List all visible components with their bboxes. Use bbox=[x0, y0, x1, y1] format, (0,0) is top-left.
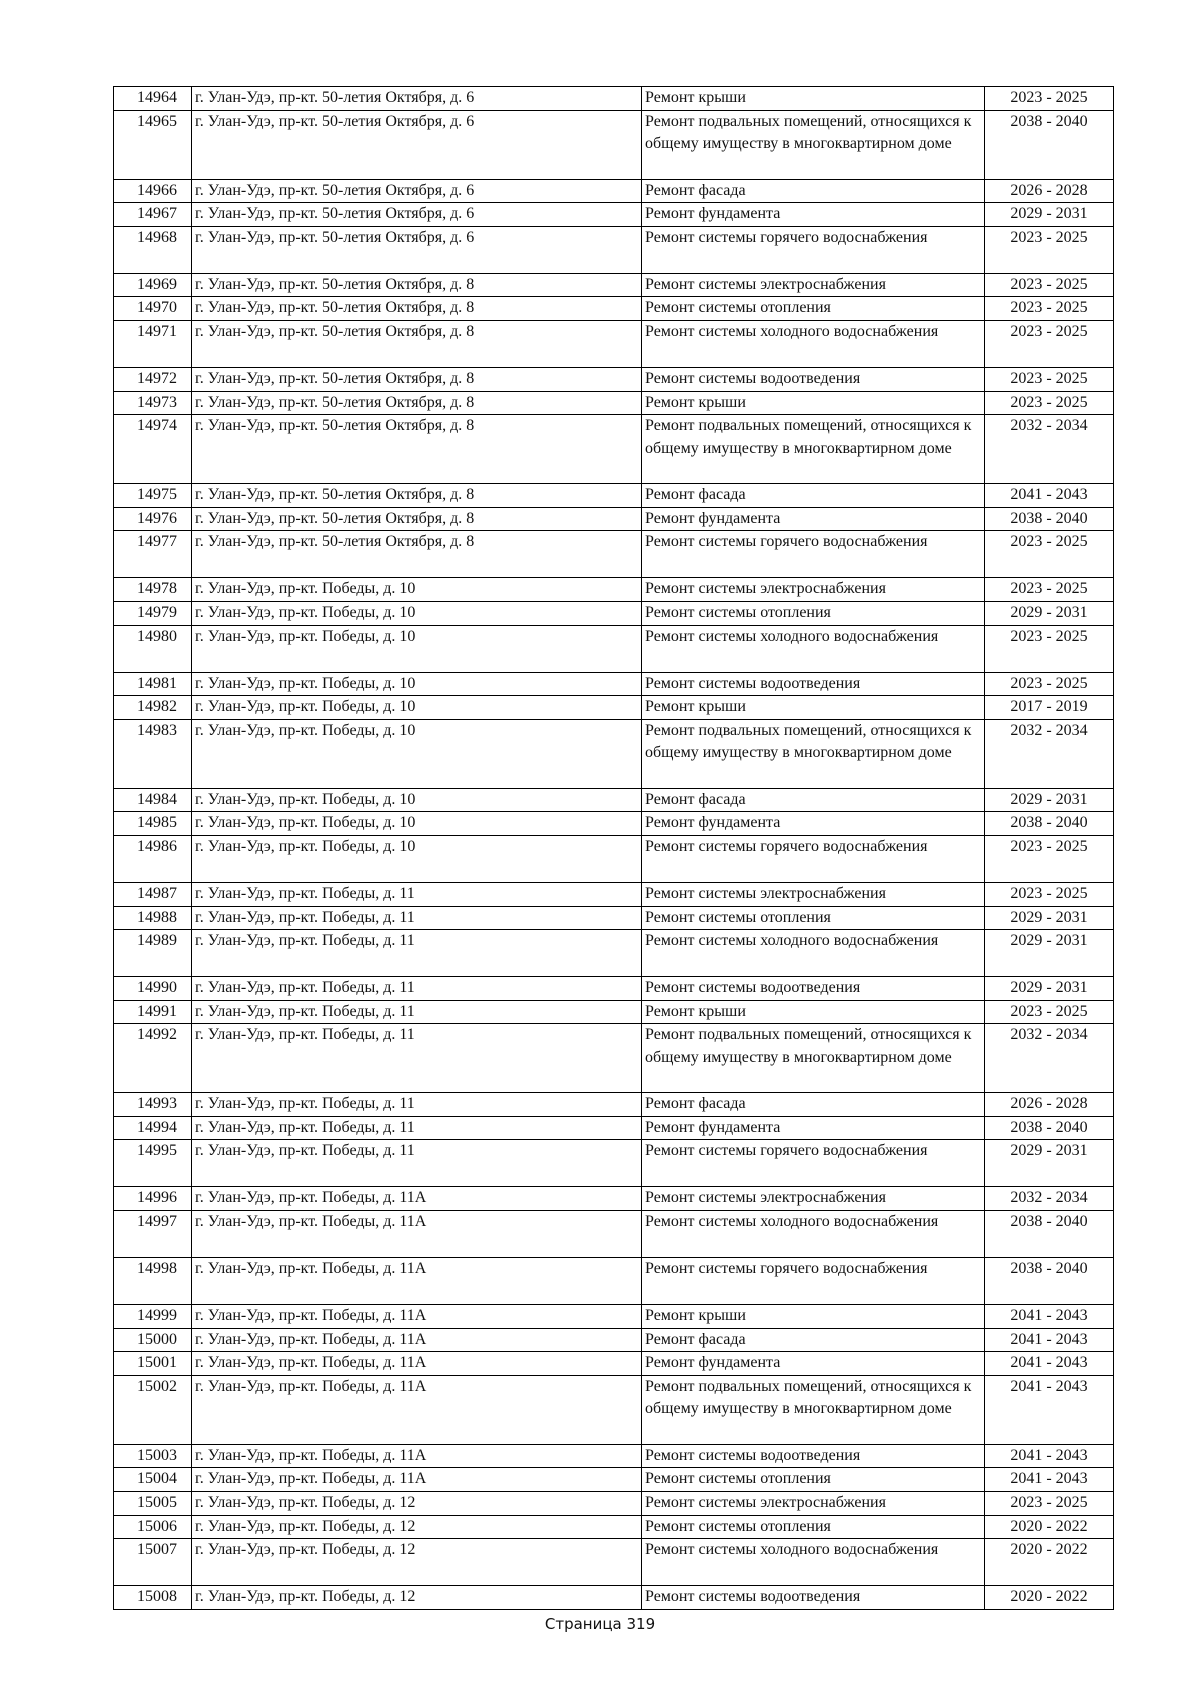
work-type-cell: Ремонт крыши bbox=[642, 1305, 985, 1329]
period-cell: 2023 - 2025 bbox=[985, 882, 1114, 906]
work-type-cell: Ремонт фундамента bbox=[642, 1352, 985, 1376]
work-type-cell: Ремонт системы отопления bbox=[642, 1515, 985, 1539]
row-number-cell: 14974 bbox=[114, 415, 192, 484]
period-cell: 2032 - 2034 bbox=[985, 1187, 1114, 1211]
row-number-cell: 14978 bbox=[114, 578, 192, 602]
table-row bbox=[114, 273, 1114, 297]
row-number-cell: 14994 bbox=[114, 1116, 192, 1140]
document-page bbox=[113, 86, 1113, 1610]
work-type-cell: Ремонт системы горячего водоснабжения bbox=[642, 1140, 985, 1187]
period-cell: 2023 - 2025 bbox=[985, 87, 1114, 111]
work-type-cell: Ремонт крыши bbox=[642, 87, 985, 111]
work-type-cell: Ремонт системы водоотведения bbox=[642, 1586, 985, 1610]
period-cell: 2023 - 2025 bbox=[985, 835, 1114, 882]
work-type-cell: Ремонт системы электроснабжения bbox=[642, 882, 985, 906]
table-row bbox=[114, 1515, 1114, 1539]
table-row bbox=[114, 1328, 1114, 1352]
row-number-cell: 14990 bbox=[114, 977, 192, 1001]
period-cell: 2038 - 2040 bbox=[985, 110, 1114, 179]
table-body bbox=[114, 87, 1114, 1610]
row-number-cell: 14976 bbox=[114, 507, 192, 531]
row-number-cell: 14995 bbox=[114, 1140, 192, 1187]
work-type-cell: Ремонт подвальных помещений, относящихся к общему имуществу в многоквартирном доме bbox=[642, 1024, 985, 1093]
address-cell: г. Улан-Удэ, пр-кт. Победы, д. 12 bbox=[192, 1515, 642, 1539]
period-cell: 2029 - 2031 bbox=[985, 977, 1114, 1001]
period-cell: 2041 - 2043 bbox=[985, 1328, 1114, 1352]
work-type-cell: Ремонт системы электроснабжения bbox=[642, 1187, 985, 1211]
address-cell: г. Улан-Удэ, пр-кт. 50-летия Октября, д. 8 bbox=[192, 297, 642, 321]
work-type-cell: Ремонт фасада bbox=[642, 1328, 985, 1352]
period-cell: 2020 - 2022 bbox=[985, 1515, 1114, 1539]
period-cell: 2032 - 2034 bbox=[985, 415, 1114, 484]
period-cell: 2041 - 2043 bbox=[985, 1352, 1114, 1376]
address-cell: г. Улан-Удэ, пр-кт. Победы, д. 11А bbox=[192, 1328, 642, 1352]
row-number-cell: 14983 bbox=[114, 719, 192, 788]
row-number-cell: 14964 bbox=[114, 87, 192, 111]
work-type-cell: Ремонт фасада bbox=[642, 484, 985, 508]
work-type-cell: Ремонт крыши bbox=[642, 696, 985, 720]
row-number-cell: 14972 bbox=[114, 367, 192, 391]
period-cell: 2041 - 2043 bbox=[985, 484, 1114, 508]
period-cell: 2032 - 2034 bbox=[985, 1024, 1114, 1093]
work-type-cell: Ремонт фундамента bbox=[642, 812, 985, 836]
period-cell: 2038 - 2040 bbox=[985, 1258, 1114, 1305]
table-row bbox=[114, 1116, 1114, 1140]
work-type-cell: Ремонт фасада bbox=[642, 179, 985, 203]
address-cell: г. Улан-Удэ, пр-кт. 50-летия Октября, д. 6 bbox=[192, 87, 642, 111]
address-cell: г. Улан-Удэ, пр-кт. Победы, д. 11 bbox=[192, 906, 642, 930]
row-number-cell: 14970 bbox=[114, 297, 192, 321]
table-row bbox=[114, 1093, 1114, 1117]
address-cell: г. Улан-Удэ, пр-кт. Победы, д. 10 bbox=[192, 719, 642, 788]
table-row bbox=[114, 297, 1114, 321]
table-row bbox=[114, 1375, 1114, 1444]
period-cell: 2029 - 2031 bbox=[985, 1140, 1114, 1187]
address-cell: г. Улан-Удэ, пр-кт. 50-летия Октября, д. 6 bbox=[192, 179, 642, 203]
address-cell: г. Улан-Удэ, пр-кт. 50-летия Октября, д. 8 bbox=[192, 273, 642, 297]
row-number-cell: 14982 bbox=[114, 696, 192, 720]
address-cell: г. Улан-Удэ, пр-кт. Победы, д. 11 bbox=[192, 977, 642, 1001]
work-type-cell: Ремонт системы горячего водоснабжения bbox=[642, 226, 985, 273]
table-row bbox=[114, 977, 1114, 1001]
table-row bbox=[114, 1586, 1114, 1610]
period-cell: 2023 - 2025 bbox=[985, 297, 1114, 321]
address-cell: г. Улан-Удэ, пр-кт. 50-летия Октября, д. 8 bbox=[192, 320, 642, 367]
table-row bbox=[114, 906, 1114, 930]
work-type-cell: Ремонт фундамента bbox=[642, 1116, 985, 1140]
row-number-cell: 14971 bbox=[114, 320, 192, 367]
work-type-cell: Ремонт системы электроснабжения bbox=[642, 273, 985, 297]
address-cell: г. Улан-Удэ, пр-кт. 50-летия Октября, д. 8 bbox=[192, 367, 642, 391]
table-row bbox=[114, 601, 1114, 625]
work-type-cell: Ремонт системы водоотведения bbox=[642, 672, 985, 696]
work-type-cell: Ремонт системы водоотведения bbox=[642, 1444, 985, 1468]
row-number-cell: 14996 bbox=[114, 1187, 192, 1211]
table-row bbox=[114, 1492, 1114, 1516]
period-cell: 2029 - 2031 bbox=[985, 203, 1114, 227]
work-type-cell: Ремонт фундамента bbox=[642, 507, 985, 531]
row-number-cell: 14984 bbox=[114, 788, 192, 812]
table-row bbox=[114, 1140, 1114, 1187]
work-type-cell: Ремонт системы горячего водоснабжения bbox=[642, 531, 985, 578]
work-type-cell: Ремонт системы отопления bbox=[642, 601, 985, 625]
row-number-cell: 14998 bbox=[114, 1258, 192, 1305]
work-type-cell: Ремонт крыши bbox=[642, 391, 985, 415]
table-row bbox=[114, 1305, 1114, 1329]
address-cell: г. Улан-Удэ, пр-кт. 50-летия Октября, д. 8 bbox=[192, 507, 642, 531]
row-number-cell: 14980 bbox=[114, 625, 192, 672]
period-cell: 2026 - 2028 bbox=[985, 1093, 1114, 1117]
table-row bbox=[114, 1444, 1114, 1468]
work-type-cell: Ремонт подвальных помещений, относящихся к общему имуществу в многоквартирном доме bbox=[642, 719, 985, 788]
address-cell: г. Улан-Удэ, пр-кт. 50-летия Октября, д. 6 bbox=[192, 226, 642, 273]
address-cell: г. Улан-Удэ, пр-кт. Победы, д. 11 bbox=[192, 1093, 642, 1117]
address-cell: г. Улан-Удэ, пр-кт. Победы, д. 10 bbox=[192, 601, 642, 625]
period-cell: 2023 - 2025 bbox=[985, 273, 1114, 297]
row-number-cell: 14993 bbox=[114, 1093, 192, 1117]
work-type-cell: Ремонт системы электроснабжения bbox=[642, 578, 985, 602]
row-number-cell: 14981 bbox=[114, 672, 192, 696]
period-cell: 2038 - 2040 bbox=[985, 1211, 1114, 1258]
work-type-cell: Ремонт системы отопления bbox=[642, 297, 985, 321]
address-cell: г. Улан-Удэ, пр-кт. Победы, д. 10 bbox=[192, 812, 642, 836]
period-cell: 2029 - 2031 bbox=[985, 788, 1114, 812]
address-cell: г. Улан-Удэ, пр-кт. Победы, д. 10 bbox=[192, 696, 642, 720]
row-number-cell: 14979 bbox=[114, 601, 192, 625]
address-cell: г. Улан-Удэ, пр-кт. Победы, д. 11 bbox=[192, 1024, 642, 1093]
period-cell: 2029 - 2031 bbox=[985, 930, 1114, 977]
row-number-cell: 15006 bbox=[114, 1515, 192, 1539]
period-cell: 2032 - 2034 bbox=[985, 719, 1114, 788]
period-cell: 2023 - 2025 bbox=[985, 672, 1114, 696]
period-cell: 2020 - 2022 bbox=[985, 1539, 1114, 1586]
address-cell: г. Улан-Удэ, пр-кт. Победы, д. 10 bbox=[192, 835, 642, 882]
period-cell: 2029 - 2031 bbox=[985, 906, 1114, 930]
row-number-cell: 14999 bbox=[114, 1305, 192, 1329]
address-cell: г. Улан-Удэ, пр-кт. Победы, д. 11А bbox=[192, 1352, 642, 1376]
table-row bbox=[114, 367, 1114, 391]
address-cell: г. Улан-Удэ, пр-кт. Победы, д. 11А bbox=[192, 1211, 642, 1258]
table-row bbox=[114, 1000, 1114, 1024]
address-cell: г. Улан-Удэ, пр-кт. Победы, д. 11А bbox=[192, 1444, 642, 1468]
table-row bbox=[114, 788, 1114, 812]
period-cell: 2038 - 2040 bbox=[985, 812, 1114, 836]
work-type-cell: Ремонт системы отопления bbox=[642, 906, 985, 930]
work-type-cell: Ремонт системы холодного водоснабжения bbox=[642, 320, 985, 367]
row-number-cell: 14968 bbox=[114, 226, 192, 273]
work-type-cell: Ремонт системы отопления bbox=[642, 1468, 985, 1492]
work-type-cell: Ремонт системы холодного водоснабжения bbox=[642, 1539, 985, 1586]
table-row bbox=[114, 203, 1114, 227]
table-row bbox=[114, 531, 1114, 578]
row-number-cell: 14985 bbox=[114, 812, 192, 836]
table-row bbox=[114, 672, 1114, 696]
address-cell: г. Улан-Удэ, пр-кт. 50-летия Октября, д. 6 bbox=[192, 110, 642, 179]
period-cell: 2023 - 2025 bbox=[985, 367, 1114, 391]
period-cell: 2023 - 2025 bbox=[985, 531, 1114, 578]
row-number-cell: 14969 bbox=[114, 273, 192, 297]
address-cell: г. Улан-Удэ, пр-кт. Победы, д. 11 bbox=[192, 930, 642, 977]
row-number-cell: 14973 bbox=[114, 391, 192, 415]
table-row bbox=[114, 578, 1114, 602]
period-cell: 2023 - 2025 bbox=[985, 320, 1114, 367]
table-row bbox=[114, 930, 1114, 977]
address-cell: г. Улан-Удэ, пр-кт. 50-летия Октября, д. 8 bbox=[192, 484, 642, 508]
row-number-cell: 15000 bbox=[114, 1328, 192, 1352]
work-type-cell: Ремонт системы холодного водоснабжения bbox=[642, 930, 985, 977]
address-cell: г. Улан-Удэ, пр-кт. 50-летия Октября, д. 6 bbox=[192, 203, 642, 227]
address-cell: г. Улан-Удэ, пр-кт. 50-летия Октября, д. 8 bbox=[192, 415, 642, 484]
table-row bbox=[114, 696, 1114, 720]
period-cell: 2038 - 2040 bbox=[985, 1116, 1114, 1140]
table-row bbox=[114, 719, 1114, 788]
address-cell: г. Улан-Удэ, пр-кт. Победы, д. 11А bbox=[192, 1305, 642, 1329]
row-number-cell: 14987 bbox=[114, 882, 192, 906]
period-cell: 2023 - 2025 bbox=[985, 1000, 1114, 1024]
table-row bbox=[114, 882, 1114, 906]
table-row bbox=[114, 507, 1114, 531]
address-cell: г. Улан-Удэ, пр-кт. Победы, д. 12 bbox=[192, 1492, 642, 1516]
table-row bbox=[114, 1468, 1114, 1492]
table-row bbox=[114, 812, 1114, 836]
period-cell: 2041 - 2043 bbox=[985, 1468, 1114, 1492]
address-cell: г. Улан-Удэ, пр-кт. Победы, д. 11А bbox=[192, 1187, 642, 1211]
row-number-cell: 14967 bbox=[114, 203, 192, 227]
address-cell: г. Улан-Удэ, пр-кт. Победы, д. 10 bbox=[192, 578, 642, 602]
work-type-cell: Ремонт фундамента bbox=[642, 203, 985, 227]
table-row bbox=[114, 415, 1114, 484]
address-cell: г. Улан-Удэ, пр-кт. Победы, д. 11 bbox=[192, 1140, 642, 1187]
address-cell: г. Улан-Удэ, пр-кт. 50-летия Октября, д. 8 bbox=[192, 531, 642, 578]
work-type-cell: Ремонт системы холодного водоснабжения bbox=[642, 625, 985, 672]
work-type-cell: Ремонт системы горячего водоснабжения bbox=[642, 1258, 985, 1305]
row-number-cell: 15001 bbox=[114, 1352, 192, 1376]
page-number: Страница 319 bbox=[544, 1615, 656, 1633]
row-number-cell: 14992 bbox=[114, 1024, 192, 1093]
table-row bbox=[114, 1258, 1114, 1305]
work-type-cell: Ремонт подвальных помещений, относящихся к общему имуществу в многоквартирном доме bbox=[642, 1375, 985, 1444]
period-cell: 2023 - 2025 bbox=[985, 578, 1114, 602]
row-number-cell: 14988 bbox=[114, 906, 192, 930]
address-cell: г. Улан-Удэ, пр-кт. Победы, д. 11А bbox=[192, 1375, 642, 1444]
table-row bbox=[114, 391, 1114, 415]
address-cell: г. Улан-Удэ, пр-кт. Победы, д. 10 bbox=[192, 672, 642, 696]
row-number-cell: 14986 bbox=[114, 835, 192, 882]
table-row bbox=[114, 1539, 1114, 1586]
period-cell: 2020 - 2022 bbox=[985, 1586, 1114, 1610]
row-number-cell: 14975 bbox=[114, 484, 192, 508]
table-row bbox=[114, 110, 1114, 179]
row-number-cell: 14965 bbox=[114, 110, 192, 179]
table-row bbox=[114, 835, 1114, 882]
table-row bbox=[114, 1352, 1114, 1376]
address-cell: г. Улан-Удэ, пр-кт. Победы, д. 11А bbox=[192, 1468, 642, 1492]
table-row bbox=[114, 1187, 1114, 1211]
address-cell: г. Улан-Удэ, пр-кт. Победы, д. 12 bbox=[192, 1539, 642, 1586]
row-number-cell: 15007 bbox=[114, 1539, 192, 1586]
repair-schedule-table bbox=[113, 86, 1114, 1610]
address-cell: г. Улан-Удэ, пр-кт. Победы, д. 11 bbox=[192, 1116, 642, 1140]
table-row bbox=[114, 320, 1114, 367]
period-cell: 2023 - 2025 bbox=[985, 391, 1114, 415]
work-type-cell: Ремонт системы горячего водоснабжения bbox=[642, 835, 985, 882]
table-row bbox=[114, 625, 1114, 672]
work-type-cell: Ремонт подвальных помещений, относящихся к общему имуществу в многоквартирном доме bbox=[642, 415, 985, 484]
period-cell: 2041 - 2043 bbox=[985, 1305, 1114, 1329]
row-number-cell: 15003 bbox=[114, 1444, 192, 1468]
period-cell: 2017 - 2019 bbox=[985, 696, 1114, 720]
work-type-cell: Ремонт системы холодного водоснабжения bbox=[642, 1211, 985, 1258]
period-cell: 2023 - 2025 bbox=[985, 625, 1114, 672]
address-cell: г. Улан-Удэ, пр-кт. Победы, д. 11А bbox=[192, 1258, 642, 1305]
address-cell: г. Улан-Удэ, пр-кт. 50-летия Октября, д. 8 bbox=[192, 391, 642, 415]
work-type-cell: Ремонт системы водоотведения bbox=[642, 977, 985, 1001]
row-number-cell: 14989 bbox=[114, 930, 192, 977]
row-number-cell: 14966 bbox=[114, 179, 192, 203]
table-row bbox=[114, 179, 1114, 203]
address-cell: г. Улан-Удэ, пр-кт. Победы, д. 12 bbox=[192, 1586, 642, 1610]
period-cell: 2023 - 2025 bbox=[985, 1492, 1114, 1516]
row-number-cell: 14977 bbox=[114, 531, 192, 578]
row-number-cell: 15004 bbox=[114, 1468, 192, 1492]
work-type-cell: Ремонт подвальных помещений, относящихся к общему имуществу в многоквартирном доме bbox=[642, 110, 985, 179]
table-row bbox=[114, 1211, 1114, 1258]
address-cell: г. Улан-Удэ, пр-кт. Победы, д. 11 bbox=[192, 882, 642, 906]
row-number-cell: 14991 bbox=[114, 1000, 192, 1024]
work-type-cell: Ремонт системы водоотведения bbox=[642, 367, 985, 391]
work-type-cell: Ремонт фасада bbox=[642, 1093, 985, 1117]
address-cell: г. Улан-Удэ, пр-кт. Победы, д. 10 bbox=[192, 625, 642, 672]
work-type-cell: Ремонт крыши bbox=[642, 1000, 985, 1024]
work-type-cell: Ремонт системы электроснабжения bbox=[642, 1492, 985, 1516]
row-number-cell: 15002 bbox=[114, 1375, 192, 1444]
row-number-cell: 14997 bbox=[114, 1211, 192, 1258]
row-number-cell: 15008 bbox=[114, 1586, 192, 1610]
period-cell: 2041 - 2043 bbox=[985, 1375, 1114, 1444]
period-cell: 2029 - 2031 bbox=[985, 601, 1114, 625]
table-row bbox=[114, 226, 1114, 273]
period-cell: 2038 - 2040 bbox=[985, 507, 1114, 531]
table-row bbox=[114, 87, 1114, 111]
table-row bbox=[114, 484, 1114, 508]
row-number-cell: 15005 bbox=[114, 1492, 192, 1516]
period-cell: 2023 - 2025 bbox=[985, 226, 1114, 273]
work-type-cell: Ремонт фасада bbox=[642, 788, 985, 812]
table-row bbox=[114, 1024, 1114, 1093]
address-cell: г. Улан-Удэ, пр-кт. Победы, д. 10 bbox=[192, 788, 642, 812]
period-cell: 2041 - 2043 bbox=[985, 1444, 1114, 1468]
period-cell: 2026 - 2028 bbox=[985, 179, 1114, 203]
address-cell: г. Улан-Удэ, пр-кт. Победы, д. 11 bbox=[192, 1000, 642, 1024]
